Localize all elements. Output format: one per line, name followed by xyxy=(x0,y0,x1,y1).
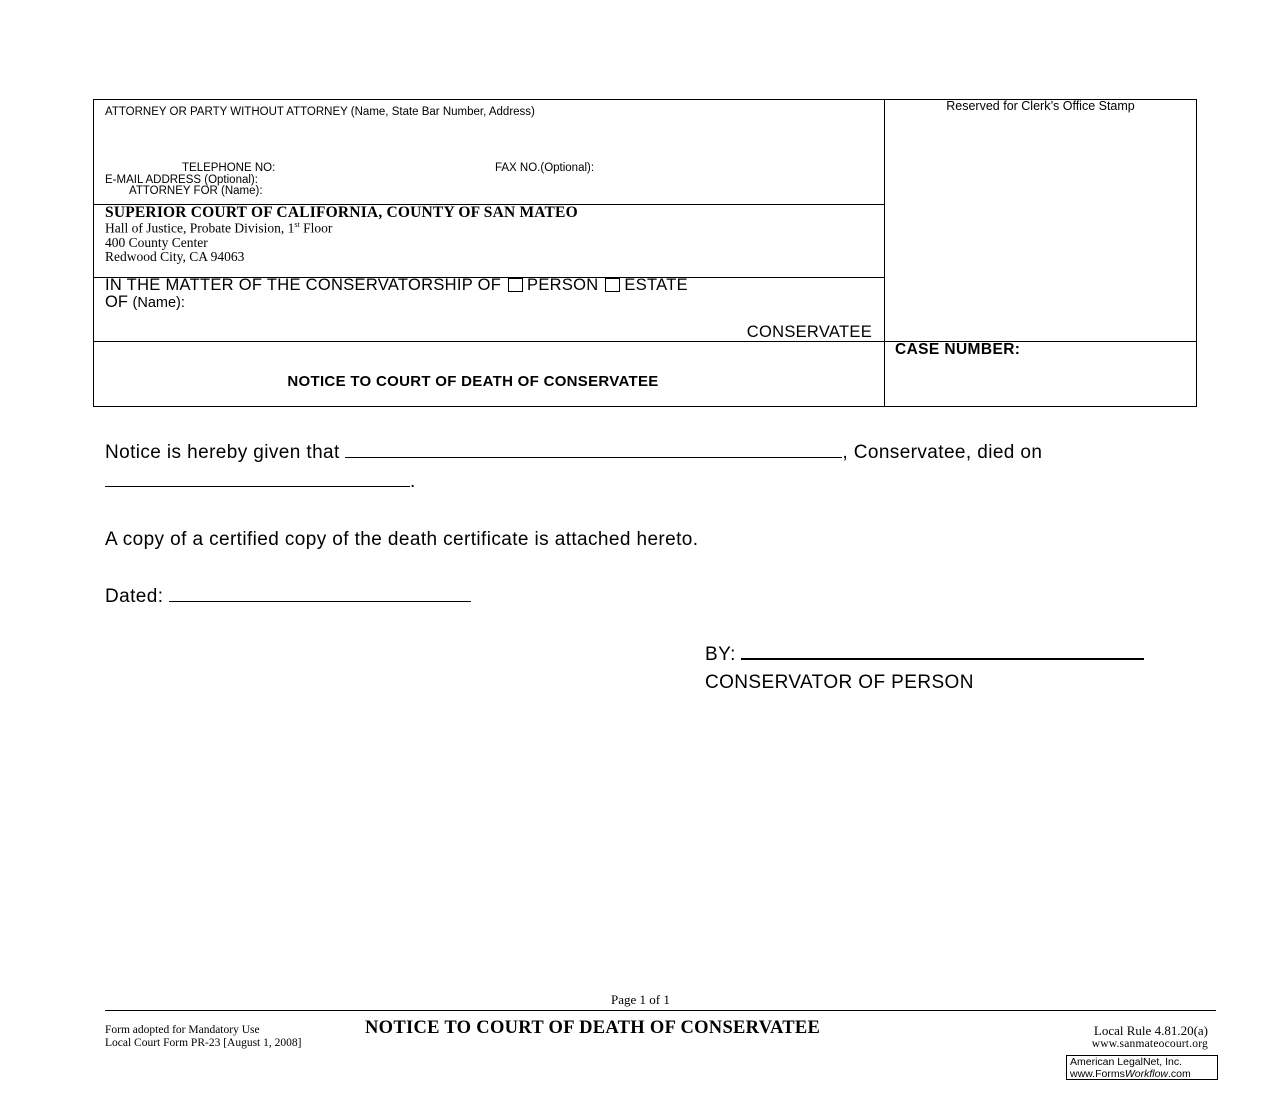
clerk-stamp-label: Reserved for Clerk’s Office Stamp xyxy=(946,99,1135,113)
footer-title: NOTICE TO COURT OF DEATH OF CONSERVATEE xyxy=(365,1018,821,1038)
court-website[interactable]: www.sanmateocourt.org xyxy=(1091,1038,1208,1050)
case-number-label: CASE NUMBER: xyxy=(895,341,1021,358)
person-option-label: PERSON xyxy=(527,276,599,294)
vendor-box xyxy=(1066,1055,1218,1080)
court-address-line1-sup: st xyxy=(294,220,300,229)
name-label: (Name): xyxy=(132,295,185,311)
of-label: OF xyxy=(105,293,128,311)
notice-line xyxy=(105,442,1042,464)
email-label: E-MAIL ADDRESS (Optional): xyxy=(105,174,258,186)
form-number-line: Local Court Form PR-23 [August 1, 2008] xyxy=(105,1037,302,1049)
conservatee-name-field[interactable] xyxy=(345,457,842,458)
court-name: SUPERIOR COURT OF CALIFORNIA, COUNTY OF SAN MATEO xyxy=(105,204,578,221)
dated-line xyxy=(105,586,471,608)
caption-box xyxy=(93,99,1197,407)
vendor-url[interactable] xyxy=(1070,1069,1217,1081)
notice-suffix: , Conservatee, died on xyxy=(842,442,1043,463)
matter-prefix: IN THE MATTER OF THE CONSERVATORSHIP OF xyxy=(105,276,502,294)
death-date-line xyxy=(105,471,416,493)
court-address-line3: Redwood City, CA 94063 xyxy=(105,249,245,264)
court-address-line1-post: Floor xyxy=(299,220,333,236)
caption-divider-vertical xyxy=(884,99,885,407)
signer-title: CONSERVATOR OF PERSON xyxy=(705,672,974,693)
form-title: NOTICE TO COURT OF DEATH OF CONSERVATEE xyxy=(287,373,659,390)
court-address-line1-pre: Hall of Justice, Probate Division, 1 xyxy=(105,220,295,236)
notice-end: . xyxy=(410,471,416,492)
footer-rule xyxy=(105,1010,1216,1011)
person-checkbox[interactable] xyxy=(508,278,523,292)
notice-prefix: Notice is hereby given that xyxy=(105,442,340,463)
local-rule: Local Rule 4.81.20(a) xyxy=(1093,1023,1208,1038)
estate-checkbox[interactable] xyxy=(605,278,620,292)
vendor-url-post: .com xyxy=(1168,1067,1191,1080)
certificate-statement: A copy of a certified copy of the death certificate is attached hereto. xyxy=(105,529,699,550)
matter-line xyxy=(105,276,688,295)
vendor-name: American LegalNet, Inc. xyxy=(1070,1056,1183,1068)
fax-label: FAX NO.(Optional): xyxy=(495,162,595,174)
court-address-line2: 400 County Center xyxy=(105,235,208,250)
vendor-url-pre: www.Forms xyxy=(1070,1067,1125,1080)
death-date-field[interactable] xyxy=(105,486,410,487)
vendor-url-italic: Workflow xyxy=(1124,1067,1169,1080)
signature-field[interactable] xyxy=(741,658,1144,660)
attorney-label: ATTORNEY OR PARTY WITHOUT ATTORNEY (Name, State Bar Number, Address) xyxy=(105,106,535,118)
estate-option-label: ESTATE xyxy=(624,276,688,294)
telephone-label: TELEPHONE NO: xyxy=(182,162,276,174)
signature-line xyxy=(705,644,1144,666)
attorney-for-label: ATTORNEY FOR (Name): xyxy=(129,185,263,197)
dated-label: Dated: xyxy=(105,586,164,607)
page-indicator: Page 1 of 1 xyxy=(611,992,670,1007)
dated-field[interactable] xyxy=(169,601,471,602)
adopted-line: Form adopted for Mandatory Use xyxy=(105,1024,260,1036)
of-name-line xyxy=(105,293,185,312)
conservatee-label: CONSERVATEE xyxy=(746,323,872,341)
by-label: BY: xyxy=(705,644,736,665)
